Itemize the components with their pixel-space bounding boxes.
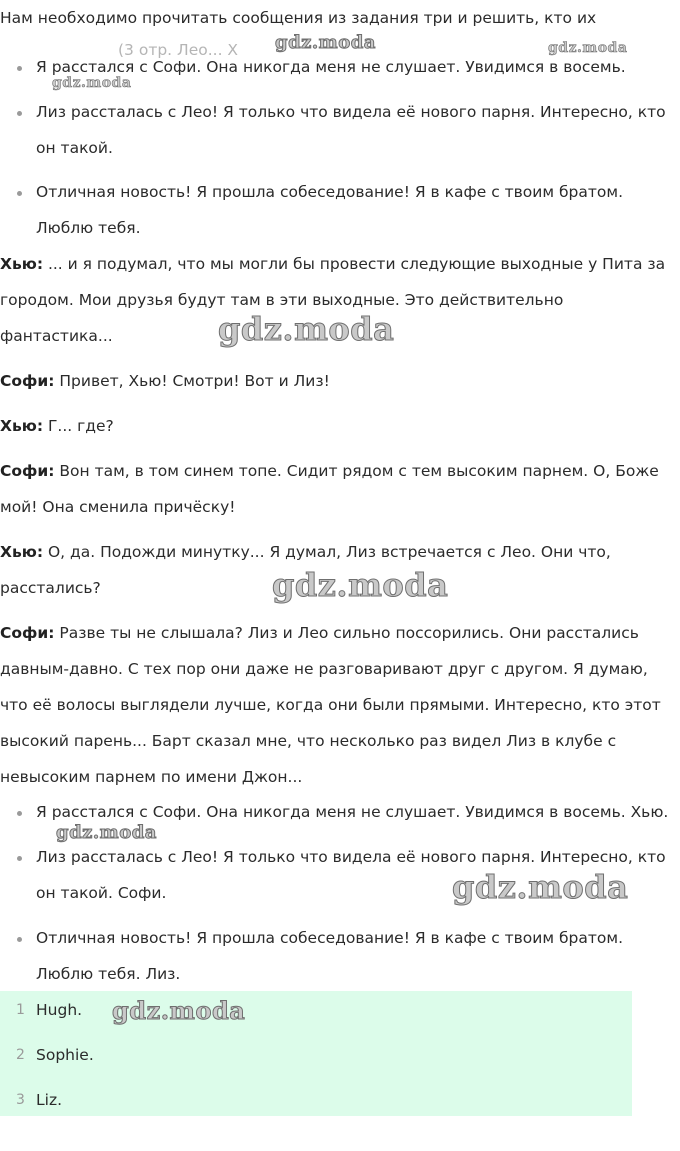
dialogue-line-cont: высокий парень... Барт сказал мне, что несколько раз видел Лиз в клубе с xyxy=(0,732,617,750)
dialogue-line: Хью: Г... где? xyxy=(0,417,114,435)
speaker-name: Софи: xyxy=(0,462,55,480)
watermark: gdz.moda xyxy=(272,566,449,604)
watermark: gdz.moda xyxy=(56,822,157,843)
speaker-name: Хью: xyxy=(0,417,44,435)
dialogue-line: Софи: Привет, Хью! Смотри! Вот и Лиз! xyxy=(0,372,330,390)
answer-number: 1 xyxy=(16,1002,25,1018)
list-item: Лиз рассталась с Лео! Я только что видела её нового парня. Интересно, кто xyxy=(36,848,666,866)
dialogue-line-cont: что её волосы выглядели лучше, когда они были прямыми. Интересно, кто этот xyxy=(0,696,661,714)
dialogue-line: Хью: ... и я подумал, что мы могли бы провести следующие выходные у Пита за xyxy=(0,255,666,273)
watermark: gdz.moda xyxy=(452,868,629,906)
answer-number: 3 xyxy=(16,1092,25,1108)
dialogue-line: Софи: Разве ты не слышала? Лиз и Лео сильно поссорились. Они расстались xyxy=(0,624,639,642)
list-item: Лиз рассталась с Лео! Я только что видела её нового парня. Интересно, кто xyxy=(36,103,666,121)
list-item-cont: Люблю тебя. xyxy=(36,219,141,237)
bullet-icon xyxy=(17,111,22,116)
speaker-name: Софи: xyxy=(0,624,55,642)
dialogue-line-cont: мой! Она сменила причёску! xyxy=(0,498,236,516)
list-item-cont: Люблю тебя. Лиз. xyxy=(36,965,181,983)
dialogue-line-cont: невысоким парнем по имени Джон... xyxy=(0,768,303,786)
bullet-icon xyxy=(17,66,22,71)
speaker-name: Хью: xyxy=(0,543,44,561)
answer-box xyxy=(0,991,632,1116)
intro-line-partial: (3 отр. Лео... Х xyxy=(118,41,239,59)
bullet-icon xyxy=(17,811,22,816)
watermark: gdz.moda xyxy=(548,40,628,56)
list-item: Отличная новость! Я прошла собеседование! Я в кафе с твоим братом. xyxy=(36,929,624,947)
answer-text: Hugh. xyxy=(36,1001,83,1019)
dialogue-line: Хью: О, да. Подожди минутку... Я думал, Лиз встречается с Лео. Они что, xyxy=(0,543,611,561)
list-item-cont: он такой. Софи. xyxy=(36,884,167,902)
intro-line: Нам необходимо прочитать сообщения из задания три и решить, кто их xyxy=(0,9,597,27)
list-item: Я расстался с Софи. Она никогда меня не слушает. Увидимся в восемь. Хью. xyxy=(36,803,669,821)
watermark: gdz.moda xyxy=(218,310,395,348)
answer-number: 2 xyxy=(16,1047,25,1063)
dialogue-line-cont: расстались? xyxy=(0,579,101,597)
list-item: Я расстался с Софи. Она никогда меня не слушает. Увидимся в восемь. xyxy=(36,58,626,76)
speaker-name: Хью: xyxy=(0,255,44,273)
watermark: gdz.moda xyxy=(52,75,132,91)
bullet-icon xyxy=(17,856,22,861)
dialogue-line-cont: давным-давно. С тех пор они даже не разговаривают друг с другом. Я думаю, xyxy=(0,660,648,678)
watermark: gdz.moda xyxy=(275,32,376,53)
answer-text: Liz. xyxy=(36,1091,63,1109)
speaker-name: Софи: xyxy=(0,372,55,390)
list-item-cont: он такой. xyxy=(36,139,113,157)
list-item: Отличная новость! Я прошла собеседование! Я в кафе с твоим братом. xyxy=(36,183,624,201)
dialogue-line: Софи: Вон там, в том синем топе. Сидит рядом с тем высоким парнем. О, Боже xyxy=(0,462,659,480)
dialogue-line-cont: фантастика... xyxy=(0,327,113,345)
bullet-icon xyxy=(17,937,22,942)
dialogue-line-cont: городом. Мои друзья будут там в эти выходные. Это действительно xyxy=(0,291,564,309)
bullet-icon xyxy=(17,191,22,196)
watermark: gdz.moda xyxy=(112,996,246,1025)
answer-text: Sophie. xyxy=(36,1046,94,1064)
